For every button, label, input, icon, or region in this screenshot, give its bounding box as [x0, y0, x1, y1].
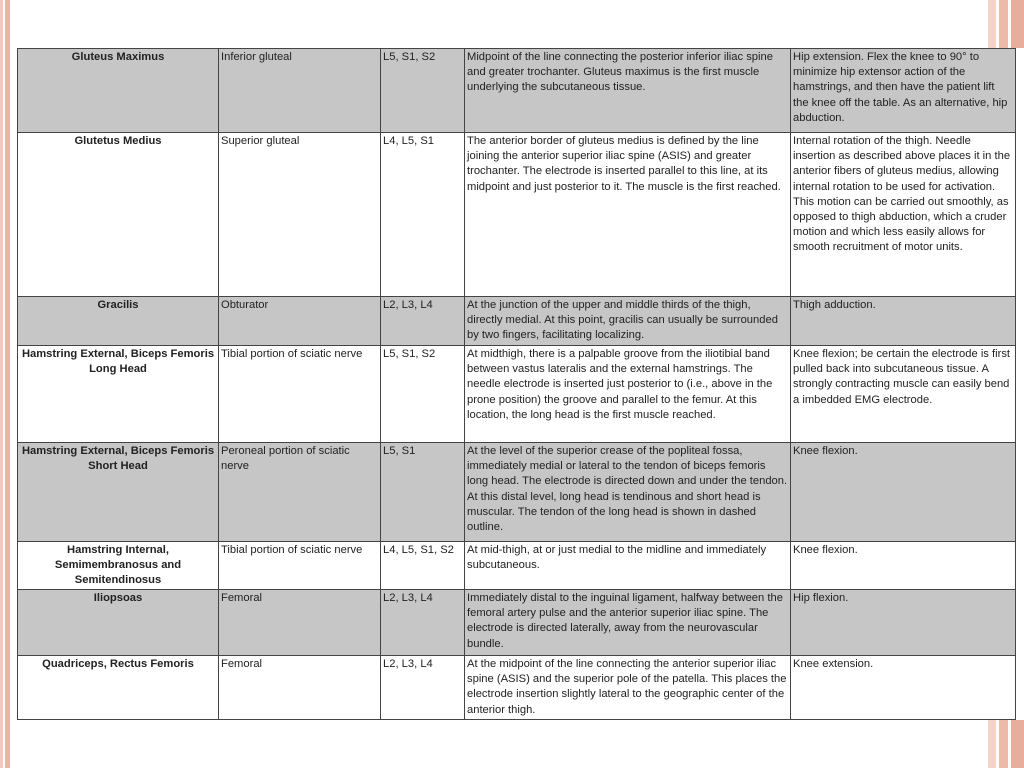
decorative-stripe-left: [0, 48, 10, 768]
nerve-cell: Peroneal portion of sciatic nerve: [219, 443, 381, 542]
table-row: [18, 49, 1016, 133]
nerve-cell: Femoral: [219, 656, 381, 720]
insertion-cell: At mid-thigh, at or just medial to the midline and immediately subcutaneous.: [465, 542, 791, 590]
roots-cell: L4, L5, S1: [381, 133, 465, 297]
nerve-cell: Superior gluteal: [219, 133, 381, 297]
muscle-name-cell: Hamstring External, Biceps Femoris Long Head: [18, 346, 219, 443]
activation-cell: Knee flexion.: [791, 542, 1016, 590]
activation-cell: Hip extension. Flex the knee to 90° to minimize hip extensor action of the hamstrings, and then have the patient lift the knee off the table. As an alternative, hip abduction.: [791, 49, 1016, 133]
table-row: [18, 297, 1016, 346]
insertion-cell: Midpoint of the line connecting the posterior inferior iliac spine and greater trochanter. Gluteus maximus is the first muscle underlying the subcutaneous tissue.: [465, 49, 791, 133]
roots-cell: L5, S1: [381, 443, 465, 542]
activation-cell: Thigh adduction.: [791, 297, 1016, 346]
decorative-stripe-left-top: [0, 0, 10, 48]
roots-cell: L2, L3, L4: [381, 656, 465, 720]
activation-cell: Knee flexion; be certain the electrode is first pulled back into subcutaneous tissue. A strongly contracting muscle can easily bend a imbedded EMG electrode.: [791, 346, 1016, 443]
nerve-cell: Obturator: [219, 297, 381, 346]
activation-cell: Hip flexion.: [791, 590, 1016, 656]
table-row: [18, 590, 1016, 656]
nerve-cell: Femoral: [219, 590, 381, 656]
roots-cell: L5, S1, S2: [381, 49, 465, 133]
muscle-name-cell: Hamstring External, Biceps Femoris Short Head: [18, 443, 219, 542]
activation-cell: Knee extension.: [791, 656, 1016, 720]
insertion-cell: At the level of the superior crease of the popliteal fossa, immediately medial or lateral to the tendon of biceps femoris long head. The electrode is directed down and under the tendon. At this distal level, long head is tendinous and short head is muscular. The tendon of the long head is shown in dashed outline.: [465, 443, 791, 542]
roots-cell: L4, L5, S1, S2: [381, 542, 465, 590]
nerve-cell: Tibial portion of sciatic nerve: [219, 542, 381, 590]
activation-cell: Knee flexion.: [791, 443, 1016, 542]
nerve-cell: Inferior gluteal: [219, 49, 381, 133]
muscle-name-cell: Iliopsoas: [18, 590, 219, 656]
insertion-cell: The anterior border of gluteus medius is defined by the line joining the anterior superior iliac spine (ASIS) and greater trochanter. The electrode is inserted parallel to this line, at its midpoint and just posterior to it. The muscle is the first reached.: [465, 133, 791, 297]
table-row: [18, 443, 1016, 542]
muscle-name-cell: Glutetus Medius: [18, 133, 219, 297]
table-row: [18, 133, 1016, 297]
muscle-name-cell: Gluteus Maximus: [18, 49, 219, 133]
table-row: [18, 542, 1016, 590]
muscle-name-cell: Hamstring Internal, Semimembranosus and Semitendinosus: [18, 542, 219, 590]
nerve-cell: Tibial portion of sciatic nerve: [219, 346, 381, 443]
insertion-cell: Immediately distal to the inguinal ligament, halfway between the femoral artery pulse and the anterior superior iliac spine. The electrode is directed laterally, away from the neurovascular bundle.: [465, 590, 791, 656]
muscle-name-cell: Quadriceps, Rectus Femoris: [18, 656, 219, 720]
table-row: [18, 346, 1016, 443]
insertion-cell: At midthigh, there is a palpable groove from the iliotibial band between vastus lateralis and the external hamstrings. The needle electrode is inserted just posterior to (i.e., above in the prone position) the groove and parallel to the femur. At this location, the long head is the first muscle reached.: [465, 346, 791, 443]
roots-cell: L5, S1, S2: [381, 346, 465, 443]
muscle-name-cell: Gracilis: [18, 297, 219, 346]
decorative-stripe-right-bottom: [988, 720, 1024, 768]
insertion-cell: At the midpoint of the line connecting the anterior superior iliac spine (ASIS) and the superior pole of the patella. This places the electrode insertion slightly lateral to the geographic center of the anterior thigh.: [465, 656, 791, 720]
roots-cell: L2, L3, L4: [381, 297, 465, 346]
decorative-stripe-right-top: [988, 0, 1024, 48]
muscle-table: [17, 48, 1016, 720]
activation-cell: Internal rotation of the thigh. Needle insertion as described above places it in the anterior fibers of gluteus medius, allowing internal rotation to be used for activation. This motion can be carried out smoothly, as opposed to thigh abduction, which a cruder motion and which less easily allows for smooth recruitment of motor units.: [791, 133, 1016, 297]
insertion-cell: At the junction of the upper and middle thirds of the thigh, directly medial. At this point, gracilis can usually be surrounded by two fingers, facilitating localizing.: [465, 297, 791, 346]
roots-cell: L2, L3, L4: [381, 590, 465, 656]
table-row: [18, 656, 1016, 720]
muscle-table-container: [17, 48, 1015, 720]
